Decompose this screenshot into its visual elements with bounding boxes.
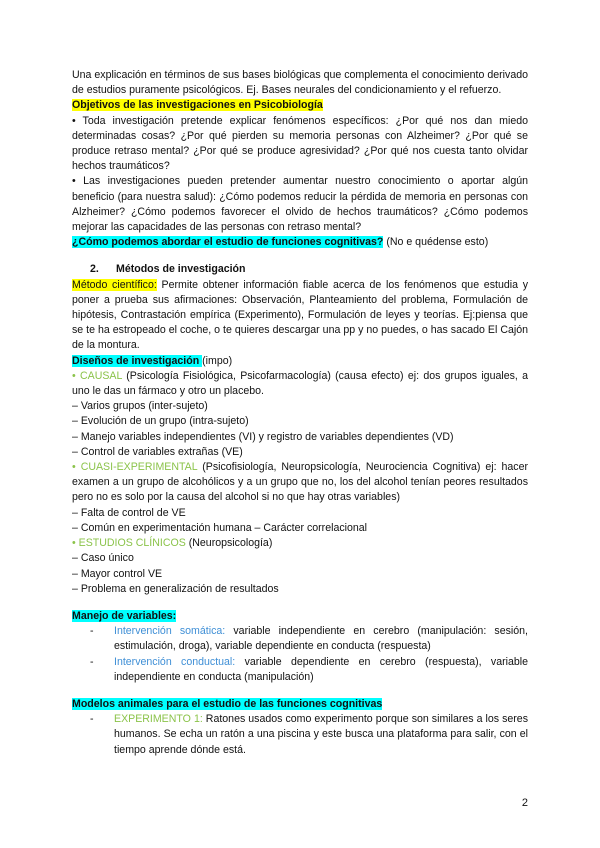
causal-label: CAUSAL	[79, 369, 122, 382]
objetivos-heading	[72, 98, 528, 113]
modelos-heading	[72, 697, 528, 712]
objetivos-question-note: (No e quédense esto)	[383, 236, 489, 249]
disenos-heading-note: (impo)	[202, 354, 233, 367]
metodo-cientifico-text: Permite obtener información fiable acerca de los fenómenos que estudia y poner a prueba sus afirmaciones: Observación, Planteamiento del problema, Formulación de hipótesis, Contrastación empírica (Experimento), Formulación de leyes y teorías. Ej:piensa que se te ha estropeado el coche, o te quieres descargar una pp y no puedes, o has sacado El Cajón de la montura.	[72, 278, 528, 352]
manejo-item-text: variable independiente en cerebro (manipulación: sesión, estimulación, droga), variable dependiente en conducta (respuesta)	[114, 625, 528, 653]
causal-item: – Manejo variables independientes (VI) y registro de variables dependientes (VD)	[72, 430, 454, 443]
metodos-number: 2.	[90, 263, 99, 276]
manejo-item-label: Intervención somática:	[114, 625, 226, 638]
objetivos-bullet-1: • Toda investigación pretende explicar fenómenos específicos: ¿Por qué nos dan miedo determinadas cosas? ¿Por qué pierden su memoria personas con Alzheimer? ¿Por qué se produce retraso mental? ¿Por qué se produce agresividad? ¿Por qué nos cuesta tanto olvidar hechos traumáticos?	[72, 114, 528, 173]
objetivos-bullet-2: • Las investigaciones pueden pretender aumentar nuestro conocimiento o aportar algún beneficio (para nuestra salud): ¿Cómo podemos reducir la pérdida de memoria en personas con Alzheimer? ¿Cómo podemos favorecer el olvido de hechos traumáticos? ¿Cómo podemos mejorar las capacidades de las personas con retraso mental?	[72, 175, 528, 234]
modelos-heading-text: Modelos animales para el estudio de las funciones cognitivas	[72, 697, 383, 710]
document-page	[72, 68, 528, 758]
manejo-item-label: Intervención conductual:	[114, 655, 236, 668]
modelos-item-text: Ratones usados como experimento porque son similares a los seres humanos. Se echa un ratón a una piscina y este busca una plataforma para salir, con el tiempo aprende dónde está.	[114, 713, 528, 756]
causal-bullet: •	[72, 369, 80, 382]
disenos-heading-text: Diseños de investigación	[72, 354, 203, 367]
page-number: 2	[521, 797, 528, 809]
causal-item: – Evolución de un grupo (intra-sujeto)	[72, 415, 249, 428]
cuasi-item: – Común en experimentación humana – Carácter correlacional	[72, 521, 368, 534]
clinicos-item: – Mayor control VE	[72, 567, 163, 580]
list-marker: -	[90, 655, 94, 668]
metodos-heading-text: Métodos de investigación	[116, 263, 246, 276]
cuasi-item: – Falta de control de VE	[72, 506, 186, 519]
objetivos-heading-text: Objetivos de las investigaciones en Psicobiología	[72, 99, 323, 112]
manejo-heading	[72, 609, 528, 624]
causal-paragraph	[72, 369, 528, 399]
causal-text: (Psicología Fisiológica, Psicofarmacología) (causa efecto) ej: dos grupos iguales, a uno le das un fármaco y otro un placebo.	[72, 369, 529, 398]
cuasi-label: CUASI-EXPERIMENTAL	[80, 461, 198, 474]
clinicos-item: – Problema en generalización de resultados	[72, 582, 279, 595]
metodo-cientifico-label: Método científico:	[72, 278, 157, 291]
list-marker: -	[90, 625, 94, 638]
manejo-item-text: variable dependiente en cerebro (respuesta), variable independiente en conducta (manipulación)	[114, 655, 528, 683]
causal-item: – Control de variables extrañas (VE)	[72, 445, 243, 458]
objetivos-question-text: ¿Cómo podemos abordar el estudio de funciones cognitivas?	[72, 236, 384, 249]
clinicos-text: (Neuropsicología)	[185, 537, 273, 550]
disenos-heading	[72, 354, 528, 369]
cuasi-text: (Psicofisiología, Neuropsicología, Neurociencia Cognitiva) ej: hacer examen a un grupo de alcohólicos y a un grupo que no, los del alcohol tenían peores resultados pero no es solo por la causa del alcohol si no que hay otras variables)	[72, 461, 528, 504]
cuasi-bullet: •	[72, 461, 81, 474]
metodos-heading	[72, 262, 528, 277]
intro-paragraph: Una explicación en términos de sus bases biológicas que complementa el conocimiento derivado de estudios puramente psicológicos. Ej. Bases neurales del condicionamiento y el refuerzo.	[72, 69, 528, 97]
list-marker: -	[90, 713, 94, 726]
causal-item: – Varios grupos (inter-sujeto)	[72, 400, 208, 413]
manejo-heading-text: Manejo de variables:	[72, 609, 177, 622]
cuasi-paragraph	[72, 460, 528, 506]
objetivos-question	[72, 235, 528, 250]
clinicos-label: ESTUDIOS CLÍNICOS	[78, 537, 186, 550]
modelos-item-label: EXPERIMENTO 1:	[114, 713, 203, 726]
modelos-item	[90, 712, 528, 758]
clinicos-paragraph	[72, 536, 528, 551]
clinicos-item: – Caso único	[72, 552, 134, 565]
clinicos-bullet: •	[72, 537, 79, 550]
metodo-cientifico-paragraph	[72, 278, 528, 354]
manejo-item	[90, 624, 528, 654]
manejo-item	[90, 655, 528, 685]
